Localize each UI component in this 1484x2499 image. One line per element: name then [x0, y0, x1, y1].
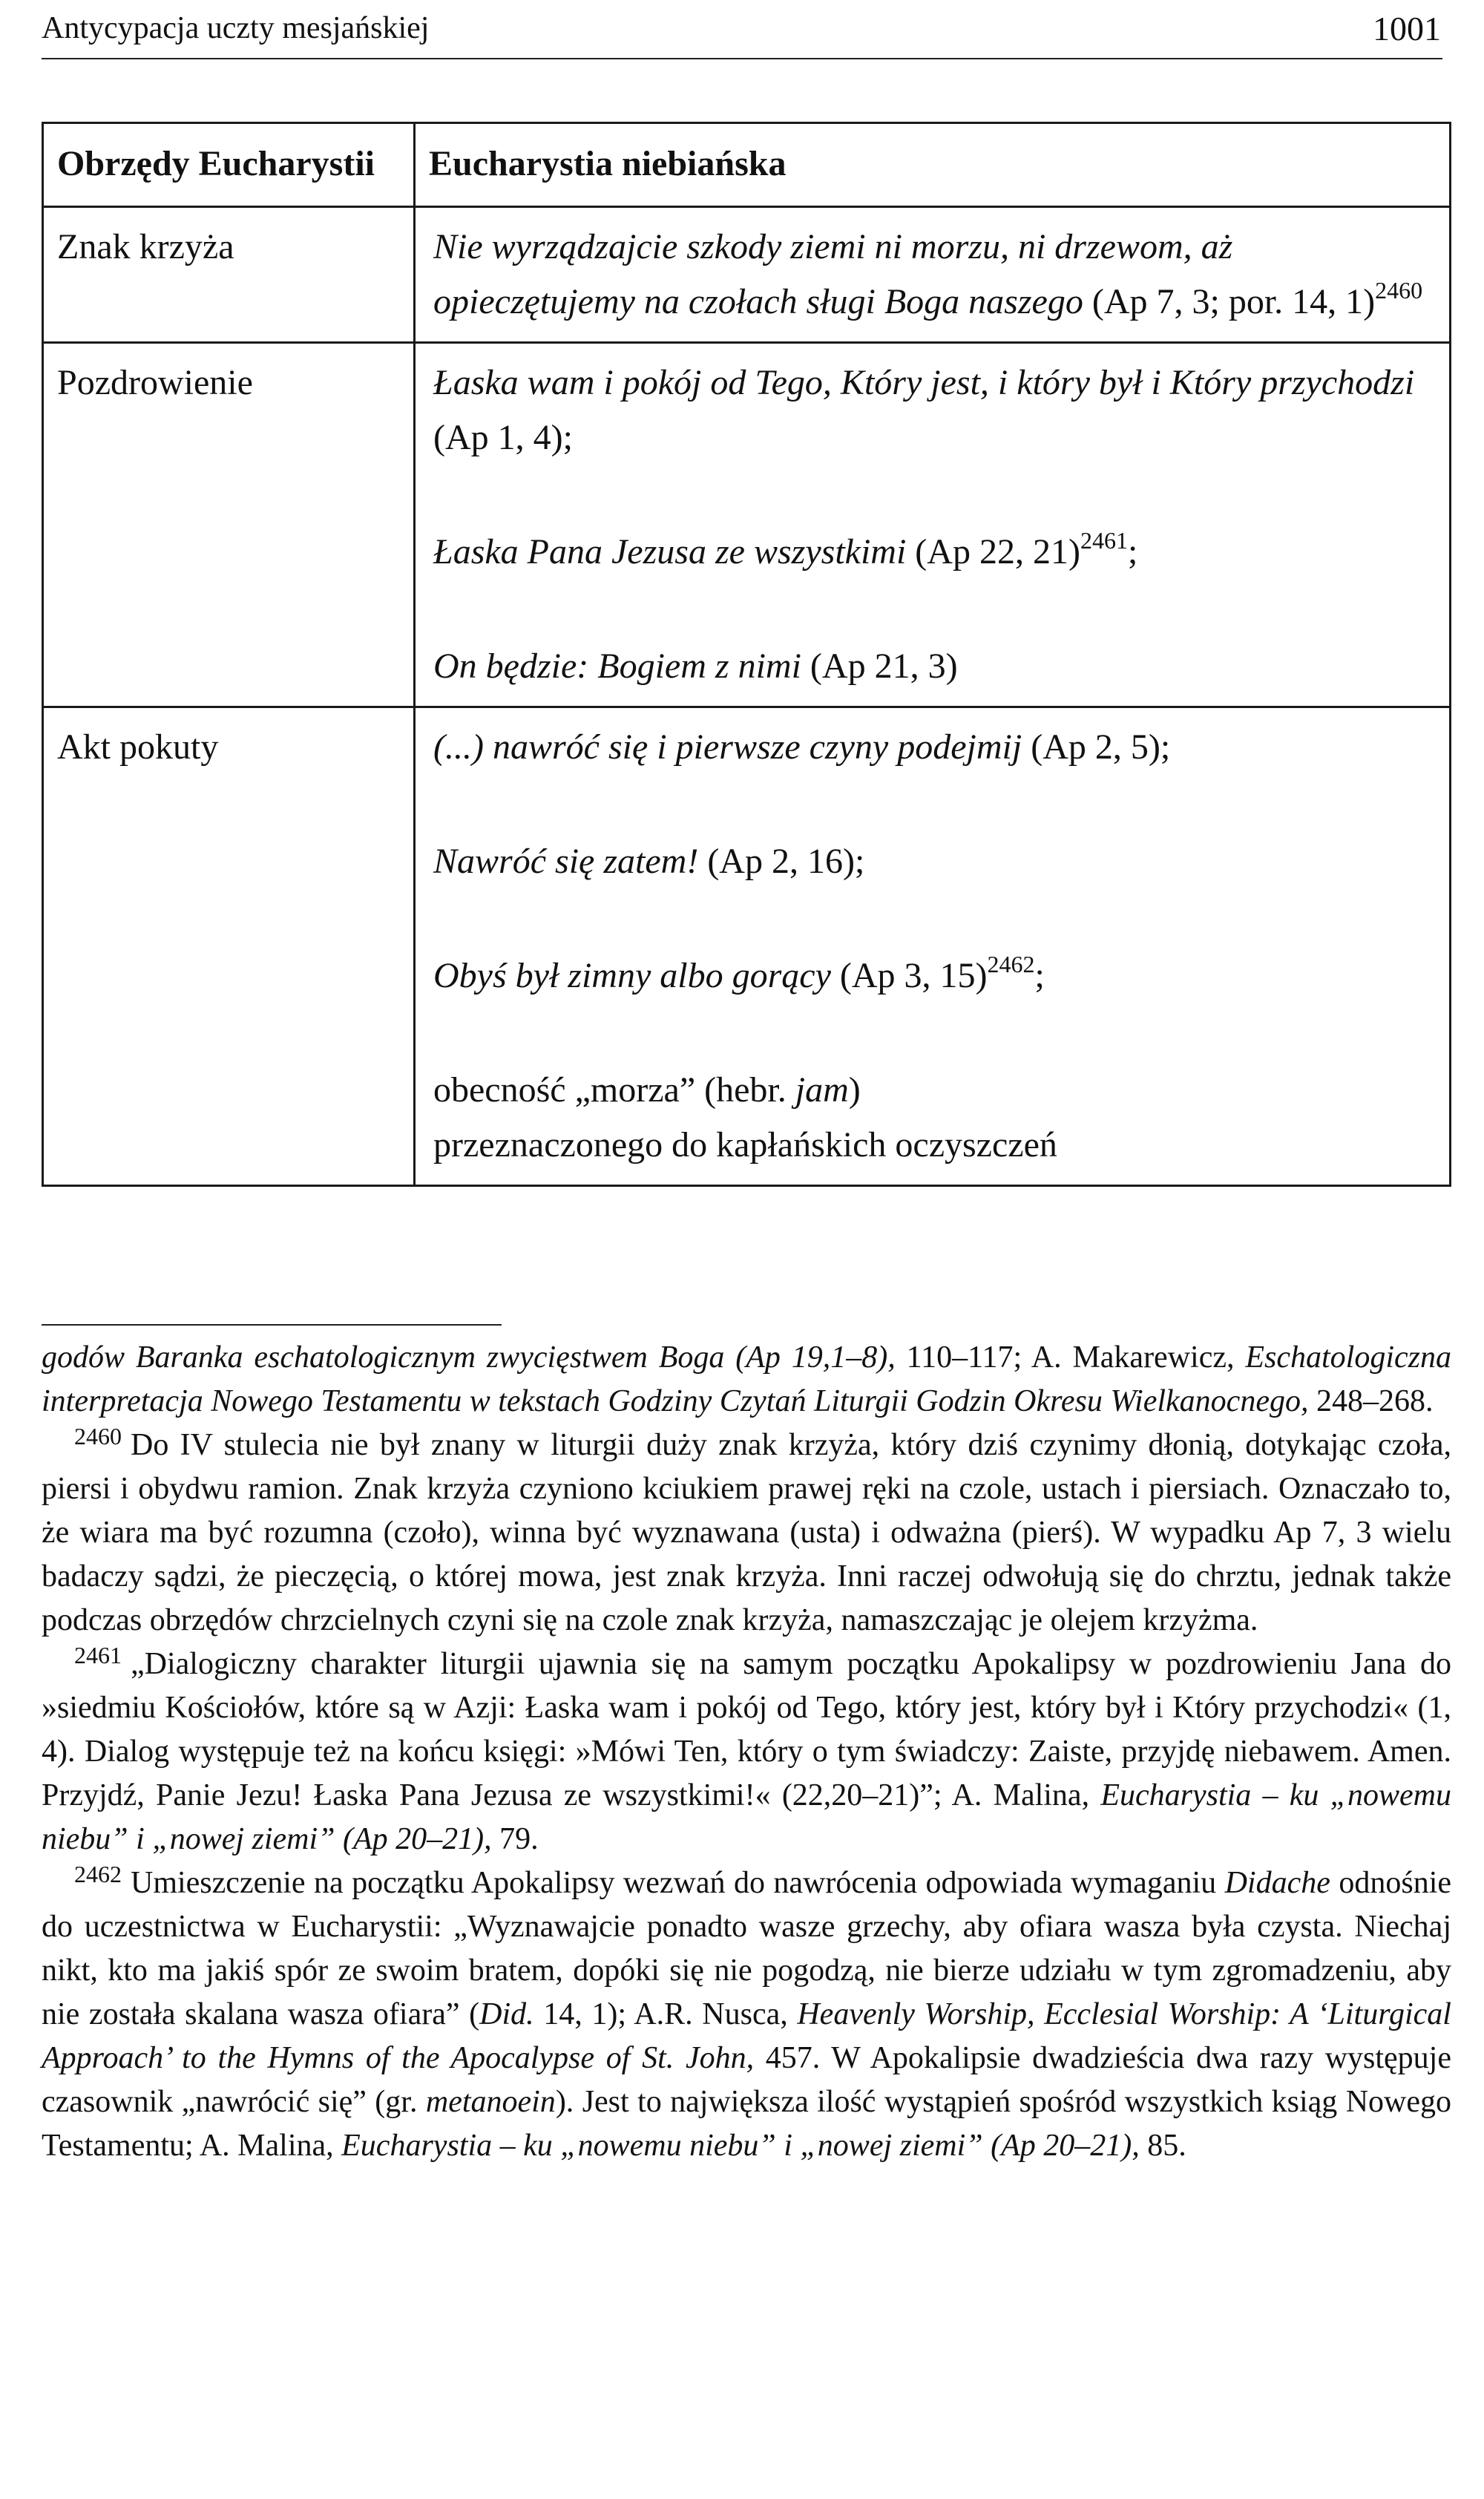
- footnote-2461: $^{2461}$ „Dialogiczny charakter liturgii ujawnia się na samym początku Apokalipsy w pozdrowieniu Jana do »siedmiu Kościołów, które są w Azji: Łaska wam i pokój od Tego, który jest, który był i Który przychodzi« (1, 4). Dialog występuje też na końcu księgi: »Mówi Ten, który o tym świadczy: Zaiste, przyjdę niebawem. Amen. Przyjdź, Panie Jezu! Łaska Pana Jezusa ze wszystkimi!« (22,20–21)”; A. Malina, Eucharystia – ku „nowemu niebu” i „nowej ziemi” (Ap 20–21), 79.: [42, 1642, 1451, 1856]
- footnote-rule: [42, 1324, 502, 1326]
- column-header-rites: Obrzędy Eucharystii: [43, 123, 415, 207]
- footnote-number: 2461: [74, 1642, 122, 1668]
- footnote-2462: $^{2462}$ Umieszczenie na początku Apokalipsy wezwań do nawrócenia odpowiada wymaganiu Didache odnośnie do uczestnictwa w Eucharystii: „Wyznawajcie ponadto wasze grzechy, aby ofiara wasza była czysta. Niechaj nikt, kto ma jakiś spór ze swoim bratem, dopóki się nie pogodzą, nie bierze udziału w tym zgromadzeniu, aby nie została skalana wasza ofiara” (Did. 14, 1); A.R. Nusca, Heavenly Worship, Ecclesial Worship: A ‘Liturgical Approach’ to the Hymns of the Apocalypse of St. John, 457. W Apokalipsie dwadzieścia dwa razy występuje czasownik „nawrócić się” (gr. metanoein). Jest to największa ilość wystąpień spośród wszystkich ksiąg Nowego Testamentu; A. Malina, Eucharystia – ku „nowemu niebu” i „nowej ziemi” (Ap 20–21), 85.: [42, 1861, 1452, 2163]
- rites-table: [42, 122, 1451, 1187]
- entry: (...) nawróć się i pierwsze czyny podejmij (Ap 2, 5);: [433, 727, 1171, 767]
- running-header: Antycypacja uczty mesjańskiej: [42, 11, 430, 45]
- row-label: Znak krzyża: [43, 207, 415, 343]
- entry: Łaska Pana Jezusa ze wszystkimi (Ap 22, 21)$^{2461}$;: [433, 527, 1138, 571]
- footnotes: [42, 1336, 1451, 2168]
- footnote-2460: $^{2460}$ Do IV stulecia nie był znany w liturgii duży znak krzyża, który dziś czynimy dłonią, dotykając czoła, piersi i obydwu ramion. Znak krzyża czyniono kciukiem prawej ręki na czole, ustach i piersiach. Oznaczało to, że wiara ma być rozumna (czoło), winna być wyznawana (usta) i odważna (pierś). W wypadku Ap 7, 3 wielu badaczy sądzi, że pieczęcią, o której mowa, jest znak krzyża. Inni raczej odwołują się do chrztu, jednak także podczas obrzędów chrzcielnych czyni się na czole znak krzyża, namaszczając je olejem krzyżma.: [42, 1423, 1451, 1637]
- footnote-ref: 2460: [1375, 277, 1423, 304]
- table-header-row: [43, 123, 1451, 207]
- footnote-ref: 2462: [987, 951, 1035, 977]
- entry: Obyś był zimny albo gorący (Ap 3, 15)$^{2462}$;: [433, 951, 1045, 995]
- entry: On będzie: Bogiem z nimi (Ap 21, 3): [433, 646, 958, 686]
- table-row: [43, 343, 1451, 707]
- row-label: Akt pokuty: [43, 707, 415, 1186]
- footnote-continuation: godów Baranka eschatologicznym zwycięstwem Boga (Ap 19,1–8), 110–117; A. Makarewicz, Eschatologiczna interpretacja Nowego Testamentu w tekstach Godziny Czytań Liturgii Godzin Okresu Wielkanocnego, 248–268.: [42, 1340, 1452, 1418]
- header-rule: [42, 58, 1442, 59]
- row-content: [415, 343, 1451, 707]
- row-content: [415, 207, 1451, 343]
- row-content: [415, 707, 1451, 1186]
- row-label: Pozdrowienie: [43, 343, 415, 707]
- footnote-number: 2462: [74, 1861, 122, 1887]
- table-row: [43, 707, 1451, 1186]
- footnote-ref: 2461: [1080, 527, 1128, 554]
- column-header-heavenly: Eucharystia niebiańska: [415, 123, 1451, 207]
- table-row: [43, 207, 1451, 343]
- footnote-number: 2460: [74, 1423, 122, 1450]
- entry: Łaska wam i pokój od Tego, Który jest, i który był i Który przychodzi (Ap 1, 4);: [433, 363, 1415, 457]
- entry: Nie wyrządzajcie szkody ziemi ni morzu, ni drzewom, aż opieczętujemy na czołach sługi Boga naszego (Ap 7, 3; por. 14, 1)$^{2460}$: [433, 227, 1423, 321]
- entry: Nawróć się zatem! (Ap 2, 16);: [433, 842, 865, 881]
- page-number: 1001: [1373, 10, 1441, 48]
- entry: obecność „morza” (hebr. jam) przeznaczonego do kapłańskich oczyszczeń: [433, 1070, 1057, 1165]
